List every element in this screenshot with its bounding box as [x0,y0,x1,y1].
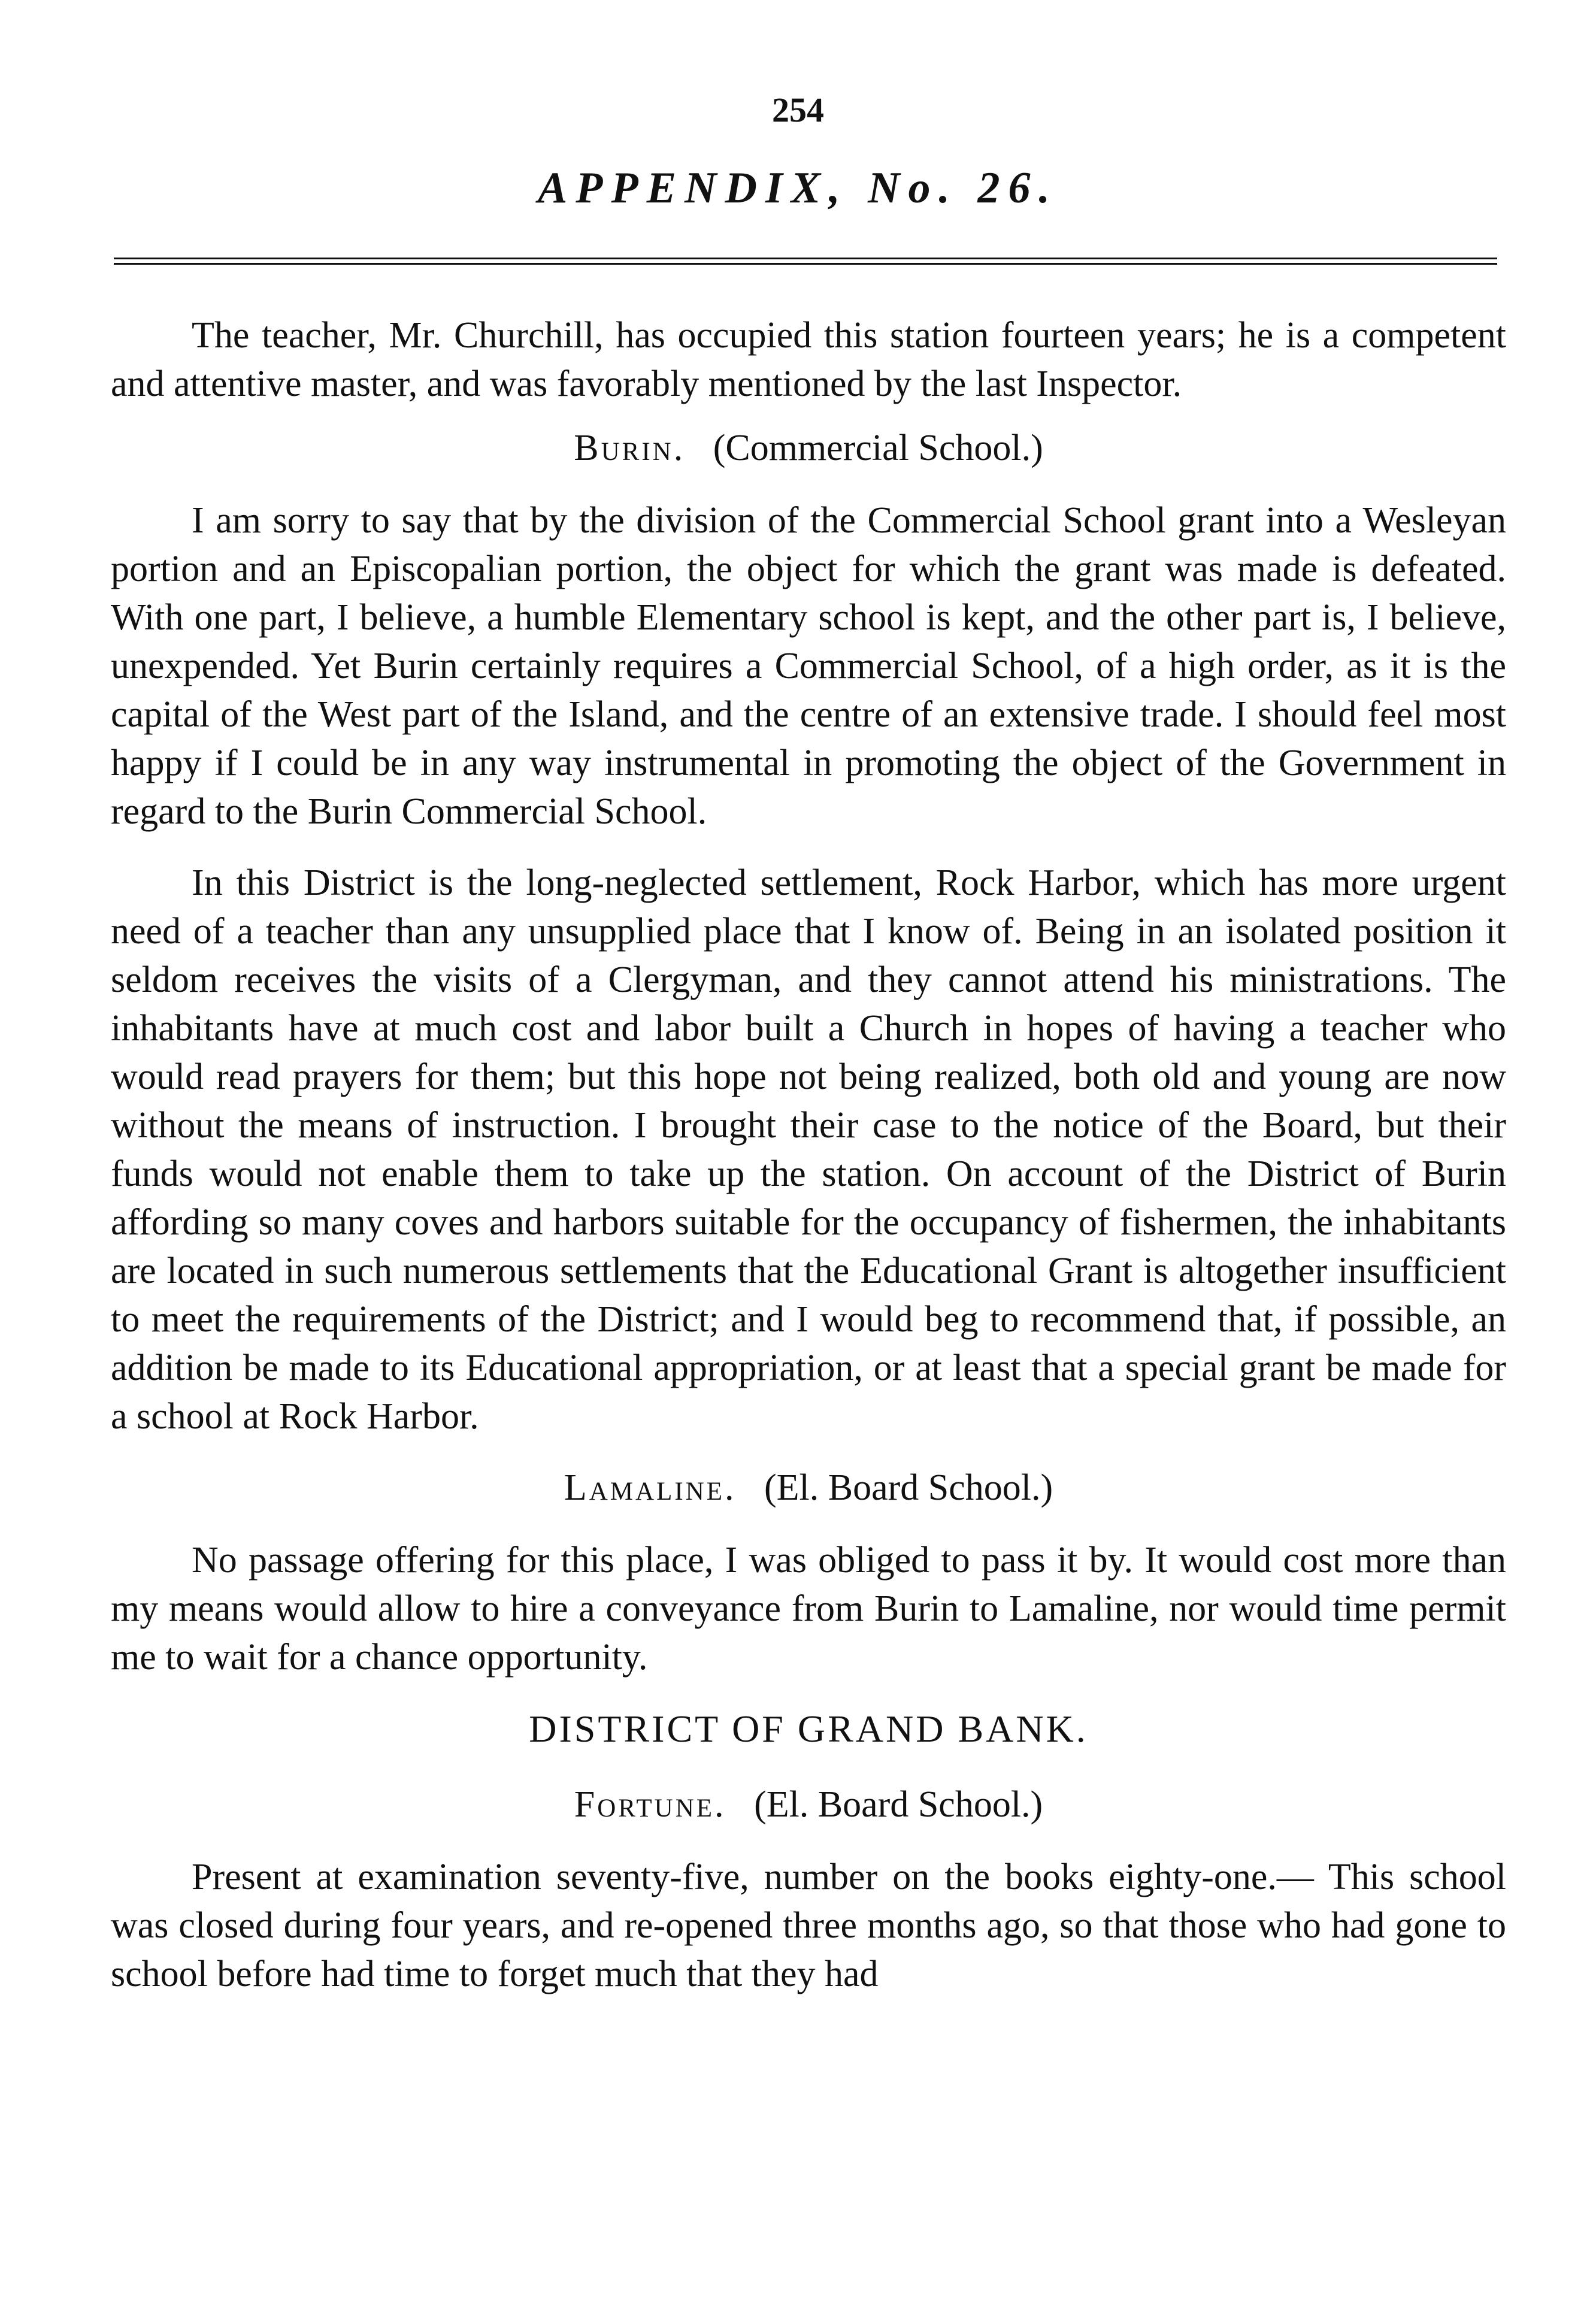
paragraph-burin-commercial: I am sorry to say that by the division of the Commercial School grant into a Wesleyan portion and an Episcopalian portion, the object for which the grant was made is defeated. With one part, I believe, a humble Elementary school is kept, and the other part is, I believe, unexpended. Yet Burin certainly requires a Commercial School, of a high order, as it is the capital of the West part of the Island, and the centre of an extensive trade. I should feel most happy if I could be in any way instrumental in promoting the object of the Government in regard to the Burin Commercial School. [111,500,1506,832]
paragraph-churchill: The teacher, Mr. Churchill, has occupied this station fourteen years; he is a competent and attentive master, and was favorably mentioned by the last Inspector. [111,315,1506,404]
heading-burin [111,424,1506,473]
heading-fortune-school: (El. Board School.) [754,1784,1043,1825]
heading-lamaline-school: (El. Board School.) [764,1467,1053,1508]
heading-lamaline-place: Lamaline. [564,1467,737,1508]
heading-fortune [111,1781,1506,1829]
heading-fortune-place: Fortune. [574,1784,726,1825]
running-head: APPENDIX, No. 26. [537,164,1059,213]
body-text [111,311,1506,2021]
heading-burin-place: Burin. [574,428,686,468]
paragraph-fortune: Present at examination seventy-five, number on the books eighty-one.— This school was closed during four years, and re-opened three months ago, so that those who had gone to school before had time to forget much that they had [111,1857,1506,1994]
heading-district-grand-bank: DISTRICT OF GRAND BANK. [529,1708,1088,1750]
heading-lamaline [111,1464,1506,1512]
heading-burin-school: (Commercial School.) [713,428,1043,468]
paragraph-rock-harbor: In this District is the long-neglected settlement, Rock Harbor, which has more urgent need of a teacher than any unsupplied place that I know of. Being in an isolated position it seldom receives the visits of a Clergyman, and they cannot attend his ministrations. The inhabitants have at much cost and labor built a Church in hopes of having a teacher who would read prayers for them; but this hope not being realized, both old and young are now without the means of instruction. I brought their case to the notice of the Board, but their funds would not enable them to take up the station. On account of the District of Burin affording so many coves and harbors suitable for the occupancy of fishermen, the inhabitants are located in such numerous settlements that the Educational Grant is altogether insufficient to meet the requirements of the District; and I would beg to recommend that, if possible, an addition be made to its Educational appropriation, or at least that a special grant be made for a school at Rock Harbor. [111,862,1506,1437]
paragraph-lamaline: No passage offering for this place, I was obliged to pass it by. It would cost more than my means would allow to hire a conveyance from Burin to Lamaline, nor would time permit me to wait for a chance opportunity. [111,1540,1506,1678]
page-number: 254 [772,90,824,129]
header-rule [114,258,1497,265]
